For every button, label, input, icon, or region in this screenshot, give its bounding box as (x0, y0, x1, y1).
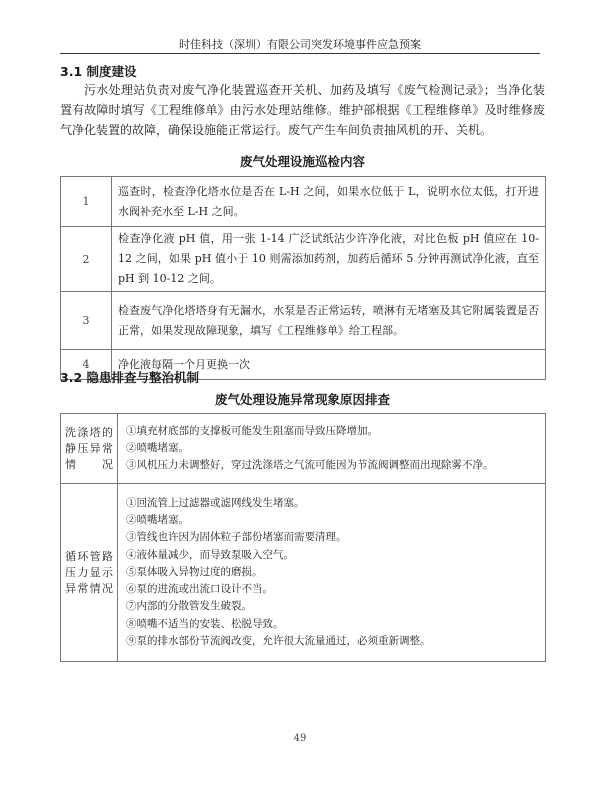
list-item: ⑧喷嘴不适当的安装、松脱导致。 (126, 617, 284, 630)
list-item: ⑥泵的进流或出流口设计不当。 (126, 583, 273, 596)
row-number: 1 (61, 177, 112, 227)
list-item: ③管线也许因为固体粒子部份堵塞而需要清理。 (126, 531, 347, 544)
list-item: ⑨泵的排水部份节流阀改变，允许很大流量通过，必须重新调整。 (126, 635, 431, 648)
list-item: ⑦内部的分散管发生破裂。 (126, 600, 252, 613)
fault-category-label: 循环管路压力显示异常情况 (61, 484, 118, 662)
inspection-table (60, 176, 546, 380)
row-text: 巡查时，检查净化塔水位是否在 L-H 之间，如果水位低于 L，说明水位太低，打开进水阀补充水至 L-H 之间。 (112, 177, 546, 227)
section-heading-3-2: 3.2 隐患排查与整治机制 (60, 370, 199, 385)
header-divider (60, 53, 540, 54)
row-number: 2 (61, 227, 112, 292)
table-row (61, 484, 546, 662)
section-heading-3-1: 3.1 制度建设 (60, 64, 137, 79)
list-item: ⑤泵体吸入异物过度的磨损。 (126, 565, 263, 578)
table-row (61, 177, 546, 227)
list-item: ③风机压力未调整好，穿过洗涤塔之气流可能因为节流阀调整而出现除雾不净。 (126, 459, 494, 472)
list-item: ②喷嘴堵塞。 (126, 513, 189, 526)
row-text: 净化液每隔一个月更换一次 (112, 350, 546, 380)
section-3-1-paragraph: 污水处理站负责对废气净化装置巡查开关机、加药及填写《废气检测记录》；当净化装置有故障时填写《工程维修单》由污水处理站维修。维护部根据《工程维修单》及时维修废气净化装置的故障，确保设施能正常运行。废气产生车间负责抽风机的开、关机。 (60, 83, 545, 137)
document-header: 时佳科技（深圳）有限公司突发环境事件应急预案 (179, 38, 421, 51)
row-text: 检查废气净化塔塔身有无漏水，水泵是否正常运转，喷淋有无堵塞及其它附属装置是否正常，如果发现故障现象，填写《工程维修单》给工程部。 (112, 292, 546, 350)
table-row (61, 292, 546, 350)
inspection-table-title: 废气处理设施巡检内容 (239, 154, 365, 169)
list-item: ②喷嘴堵塞。 (126, 441, 189, 454)
fault-cause-list (118, 414, 546, 484)
list-item: ①回流管上过滤器或滤网线发生堵塞。 (126, 496, 305, 509)
row-text: 检查净化液 pH 值，用一张 1-14 广泛试纸沾少许净化液，对比色板 pH 值应在 10-12 之间，如果 pH 值小于 10 则需添加药剂，加药后循环 5 分钟再测试净化液，直至 pH 到 10-12 之间。 (112, 227, 546, 292)
fault-table-title: 废气处理设施异常现象原因排查 (214, 392, 390, 407)
list-item: ①填充材底部的支撑板可能发生阻塞而导致压降增加。 (126, 424, 378, 437)
row-number: 3 (61, 292, 112, 350)
table-row (61, 227, 546, 292)
fault-table (60, 413, 546, 662)
row-number: 4 (61, 350, 112, 380)
fault-cause-list (118, 484, 546, 662)
page-number: 49 (293, 733, 307, 744)
fault-category-label: 洗涤塔的静压异常情况 (61, 414, 118, 484)
list-item: ④液体量减少，而导致泵吸入空气。 (126, 548, 294, 561)
table-row (61, 414, 546, 484)
